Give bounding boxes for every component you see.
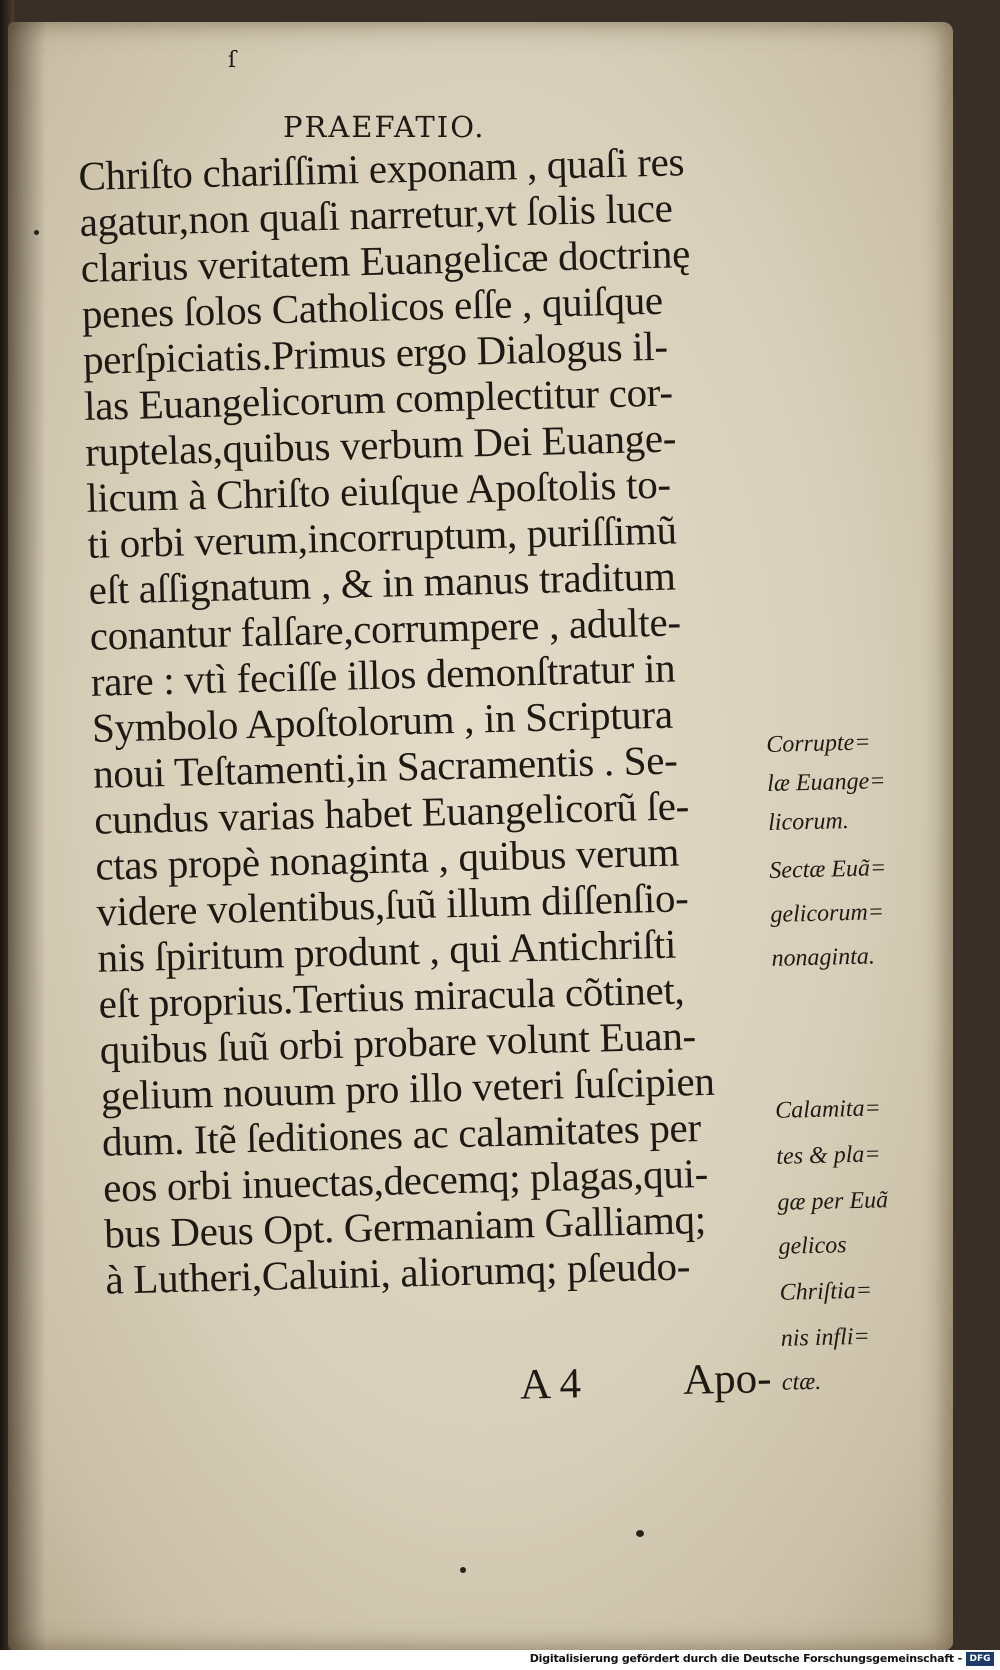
text-line: clarius veritatem Euangelicæ doctrinę <box>80 230 691 291</box>
text-line: cundus varias habet Euangelicorũ ſe- <box>93 782 690 843</box>
margin-note-line: Corrupte= <box>765 729 871 758</box>
text-line: Chriſto chariſſimi exponam , quaſi res <box>77 138 685 199</box>
catchword: Apo- <box>682 1355 772 1404</box>
margin-note-line: Calamita= <box>774 1095 882 1124</box>
margin-note-line: gæ per Euã <box>777 1187 889 1216</box>
margin-note-line: tes & pla= <box>776 1141 881 1170</box>
text-line: videre volentibus,ſuũ illum diſſenſio- <box>95 874 689 935</box>
text-line: conantur falſare,corrumpere , adulte- <box>89 598 682 659</box>
text-line: eſt aſſignatum , & in manus traditum <box>88 552 677 613</box>
text-line: gelium nouum pro illo veteri ſuſcipien <box>100 1057 716 1119</box>
margin-note-line: nis infli= <box>780 1323 870 1352</box>
digitization-credit: Digitalisierung gefördert durch die Deutsche Forschungsgemeinschaft - <box>529 1652 962 1665</box>
text-line: ti orbi verum,incorruptum, puriſſimũ <box>86 506 678 567</box>
signature-mark-footer: A 4 <box>519 1360 582 1409</box>
text-line: licum à Chriſto eiuſque Apoſtolis to- <box>85 460 672 521</box>
text-line: las Euangelicorum complectitur cor- <box>83 368 674 429</box>
margin-note-line: ctæ. <box>781 1368 822 1396</box>
ink-speck <box>34 230 39 235</box>
text-line: penes ſolos Catholicos eſſe , quiſque <box>81 276 664 337</box>
margin-note-line: Sectæ Euã= <box>769 855 887 884</box>
text-line: perſpiciatis.Primus ergo Dialogus il- <box>82 322 669 383</box>
text-line: ruptelas,quibus verbum Dei Euange- <box>84 414 677 475</box>
text-line: quibus ſuũ orbi probare volunt Euan- <box>99 1012 697 1073</box>
running-head: PRAEFATIO. <box>283 110 486 144</box>
margin-note-line: nonaginta. <box>771 943 876 972</box>
text-line: ctas propè nonaginta , quibus verum <box>94 828 680 889</box>
dfg-logo: DFG <box>966 1652 994 1666</box>
margin-note-line: læ Euange= <box>766 768 886 797</box>
text-line: Symbolo Apoſtolorum , in Scriptura <box>91 690 674 751</box>
text-line: noui Teſtamenti,in Sacramentis . Se- <box>92 736 679 797</box>
signature-mark: ſ <box>228 48 237 73</box>
text-line: rare : vtì feciſſe illos demonſtratur in <box>90 644 676 705</box>
gutter-shadow <box>8 22 46 1650</box>
ink-speck <box>636 1530 644 1537</box>
text-line: agatur,non quaſi narretur,vt ſolis luce <box>79 184 673 245</box>
margin-note-line: Chriſtia= <box>779 1277 873 1306</box>
text-line: eos orbi inuectas,decemq; plagas,qui- <box>102 1149 709 1211</box>
text-line: bus Deus Opt. Germaniam Galliamq; <box>103 1195 707 1257</box>
text-line: dum. Itẽ ſeditiones ac calamitates per <box>101 1104 702 1165</box>
margin-note-line: gelicorum= <box>770 899 885 928</box>
text-line: eſt proprius.Tertius miracula cõtinet, <box>98 966 685 1027</box>
margin-note-line: licorum. <box>767 808 850 836</box>
ink-speck <box>460 1567 466 1573</box>
text-line: nis ſpiritum produnt , qui Antichriſti <box>97 920 677 981</box>
margin-note-line: gelicos <box>778 1232 847 1260</box>
text-line: à Lutheri,Caluini, aliorumq; pſeudo- <box>104 1242 691 1303</box>
